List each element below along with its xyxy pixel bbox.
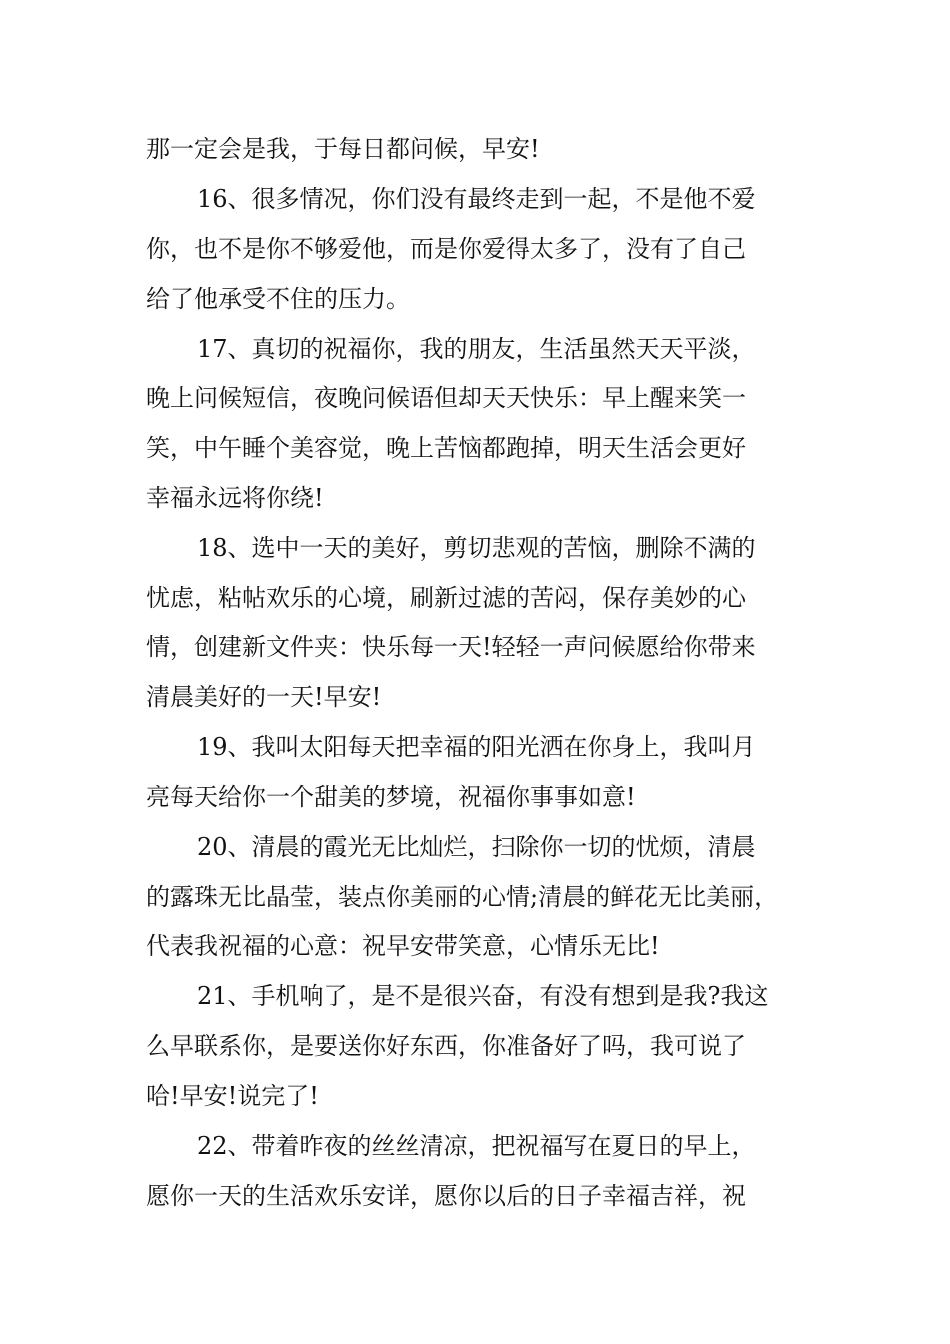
- paragraph-19-first-line: 19、我叫太阳每天把幸福的阳光洒在你身上，我叫月: [197, 733, 756, 761]
- text-line: 愿你一天的生活欢乐安详，愿你以后的日子幸福吉祥，祝: [146, 1182, 746, 1210]
- text-line: 你，也不是你不够爱他，而是你爱得太多了，没有了自己: [146, 235, 746, 263]
- text-line: 代表我祝福的心意：祝早安带笑意，心情乐无比!: [146, 932, 660, 960]
- text-line: 亮每天给你一个甜美的梦境，祝福你事事如意!: [146, 783, 636, 811]
- text-line: 情，创建新文件夹：快乐每一天!轻轻一声问候愿给你带来: [146, 633, 756, 661]
- text-line: 哈!早安!说完了!: [146, 1082, 319, 1110]
- text-line: 的露珠无比晶莹，装点你美丽的心情;清晨的鲜花无比美丽，: [146, 883, 779, 911]
- paragraph-20-first-line: 20、清晨的霞光无比灿烂，扫除你一切的忧烦，清晨: [197, 833, 756, 861]
- paragraph-16-first-line: 16、很多情况，你们没有最终走到一起，不是他不爱: [197, 185, 756, 213]
- text-line: 晚上问候短信，夜晚问候语但却天天快乐：早上醒来笑一: [146, 384, 746, 412]
- text-line: 给了他承受不住的压力。: [146, 285, 410, 313]
- text-line: 么早联系你，是要送你好东西，你准备好了吗，我可说了: [146, 1032, 746, 1060]
- text-line: 那一定会是我，于每日都问候，早安!: [146, 135, 540, 163]
- paragraph-18-first-line: 18、选中一天的美好，剪切悲观的苦恼，删除不满的: [197, 534, 756, 562]
- text-line: 清晨美好的一天!早安!: [146, 683, 382, 711]
- paragraph-17-first-line: 17、真切的祝福你，我的朋友，生活虽然天天平淡，: [197, 335, 756, 363]
- text-line: 笑，中午睡个美容觉，晚上苦恼都跑掉，明天生活会更好: [146, 434, 746, 462]
- paragraph-22-first-line: 22、带着昨夜的丝丝清凉，把祝福写在夏日的早上，: [197, 1132, 756, 1160]
- paragraph-21-first-line: 21、手机响了，是不是很兴奋，有没有想到是我?我这: [197, 982, 769, 1010]
- text-line: 幸福永远将你绕!: [146, 484, 324, 512]
- text-line: 忧虑，粘帖欢乐的心境，刷新过滤的苦闷，保存美妙的心: [146, 584, 746, 612]
